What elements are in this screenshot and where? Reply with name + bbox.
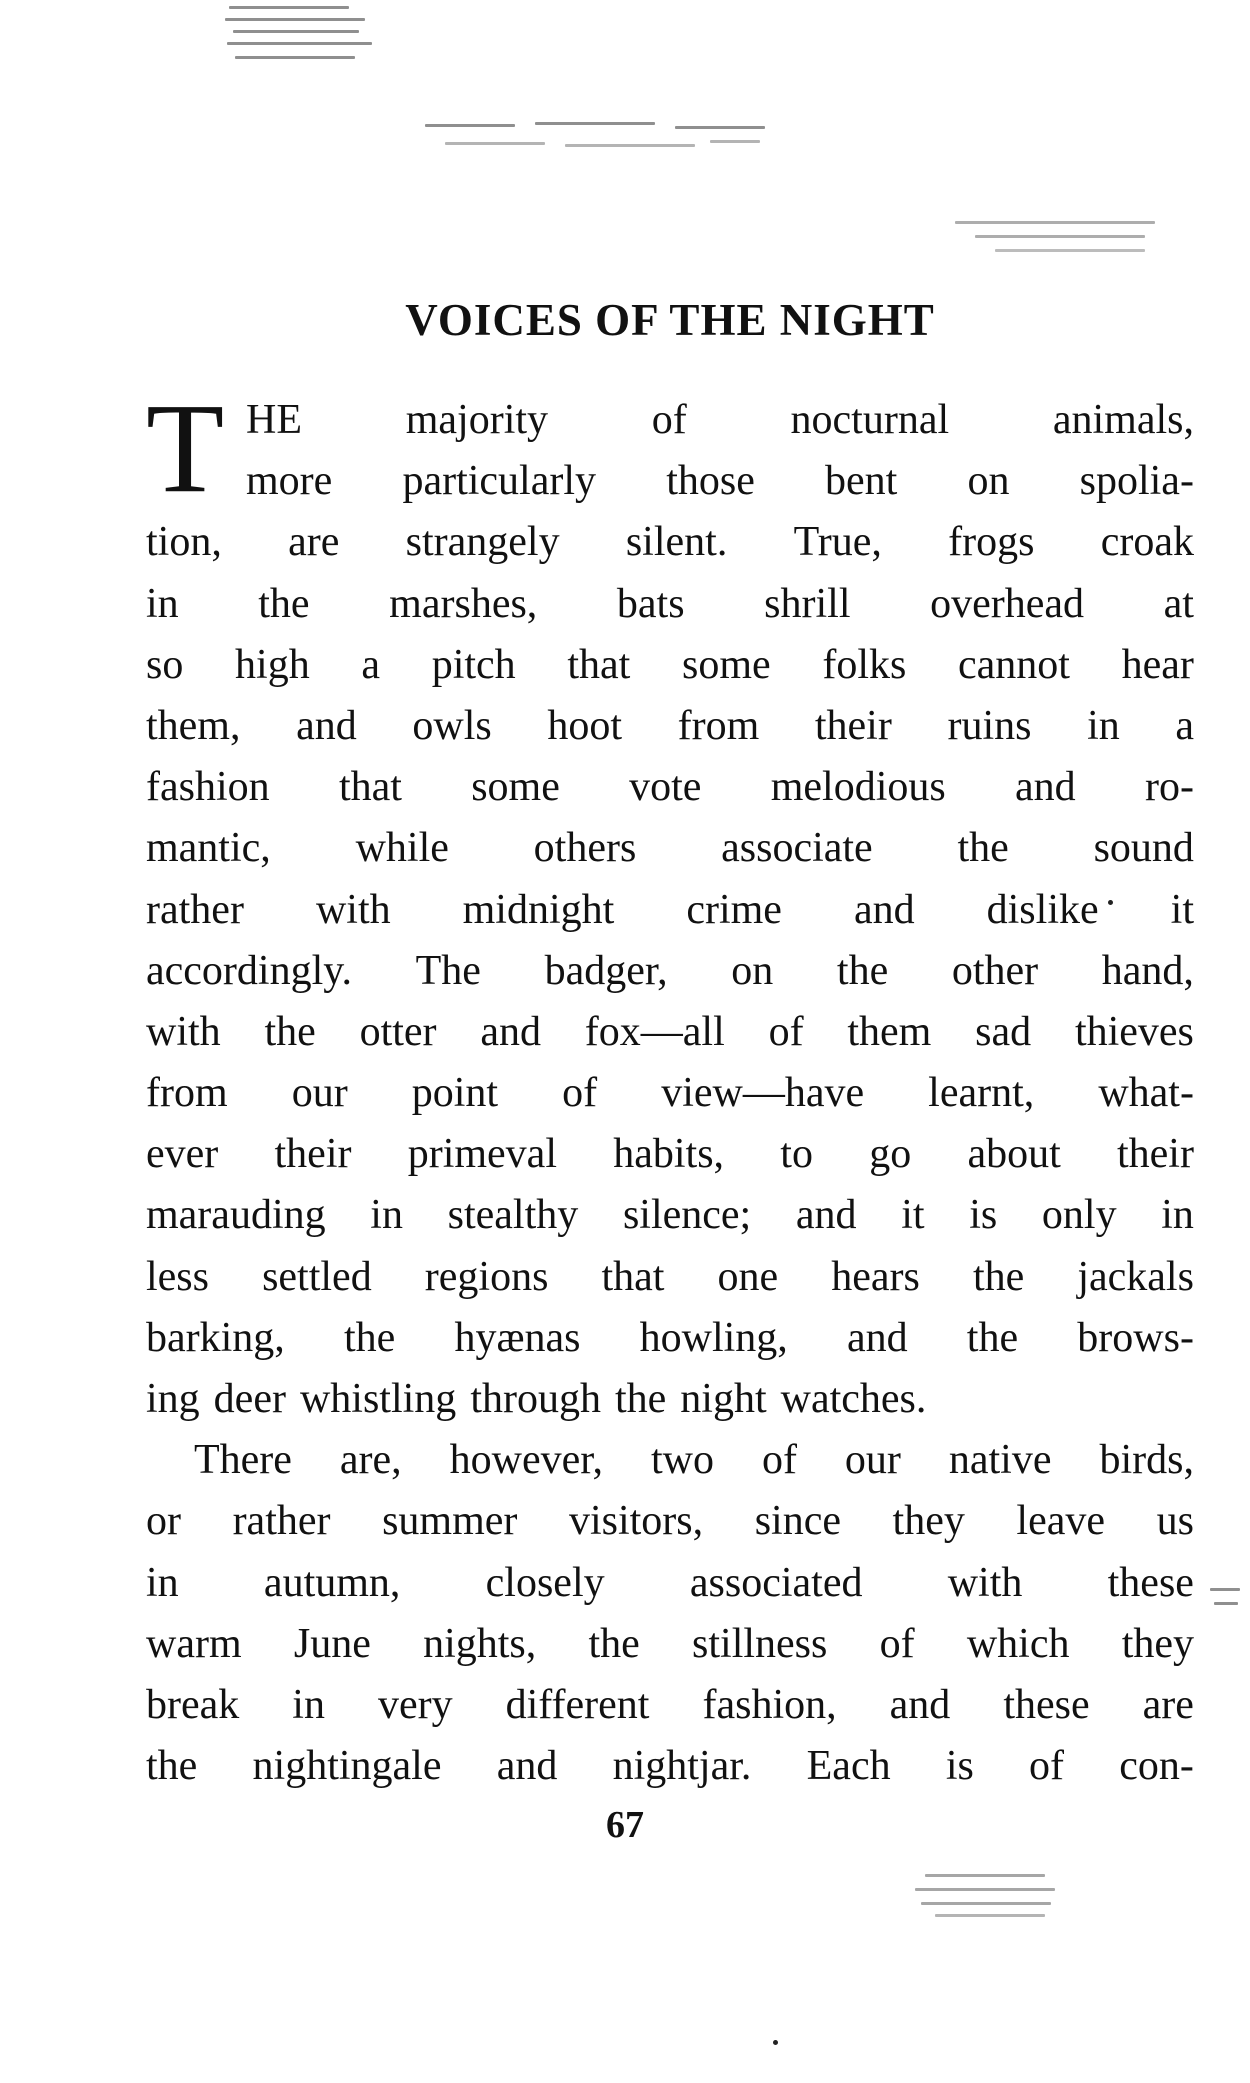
text-line: tion, are strangely silent. True, frogs croak <box>146 519 1194 566</box>
text-line: break in very different fashion, and these are <box>146 1681 1194 1728</box>
text-line: There are, however, two of our native birds, <box>194 1437 1194 1484</box>
bleed-through-mark-top-right <box>955 215 1175 265</box>
bleed-through-mark-bottom-right <box>915 1870 1065 1925</box>
text-line: rather with midnight crime and dislike it <box>146 886 1194 933</box>
bleed-through-mark-right-margin <box>1210 1582 1250 1622</box>
text-line: them, and owls hoot from their ruins in a <box>146 702 1194 749</box>
page-number: 67 <box>606 1804 644 1846</box>
text-line: or rather summer visitors, since they leave us <box>146 1498 1194 1545</box>
body-text <box>146 377 1194 1797</box>
text-line: accordingly. The badger, on the other hand, <box>146 947 1194 994</box>
text-line: barking, the hyænas howling, and the brows- <box>146 1314 1194 1361</box>
text-line: with the otter and fox—all of them sad thieves <box>146 1008 1194 1055</box>
chapter-title: VOICES OF THE NIGHT <box>405 295 935 345</box>
text-line: the nightingale and nightjar. Each is of con- <box>146 1743 1194 1790</box>
text-line: in autumn, closely associated with these <box>146 1559 1194 1606</box>
text-line: less settled regions that one hears the jackals <box>146 1253 1194 1300</box>
text-line: ever their primeval habits, to go about their <box>146 1131 1194 1178</box>
bleed-through-mark-top-left <box>225 0 375 70</box>
text-line: ing deer whistling through the night watches. <box>146 1376 927 1422</box>
bleed-through-mark-top-center <box>425 120 775 170</box>
text-line: warm June nights, the stillness of which they <box>146 1620 1194 1667</box>
text-line: fashion that some vote melodious and ro- <box>146 764 1194 811</box>
speck <box>773 2040 778 2045</box>
text-line: marauding in stealthy silence; and it is only in <box>146 1192 1194 1239</box>
text-line: HE majority of nocturnal animals, <box>246 397 1194 443</box>
drop-cap: T <box>146 377 225 519</box>
text-line: mantic, while others associate the sound <box>146 825 1194 872</box>
text-line: from our point of view—have learnt, what- <box>146 1070 1194 1117</box>
text-line: more particularly those bent on spolia- <box>246 458 1194 505</box>
text-line: in the marshes, bats shrill overhead at <box>146 580 1194 627</box>
text-line: so high a pitch that some folks cannot hear <box>146 641 1194 688</box>
